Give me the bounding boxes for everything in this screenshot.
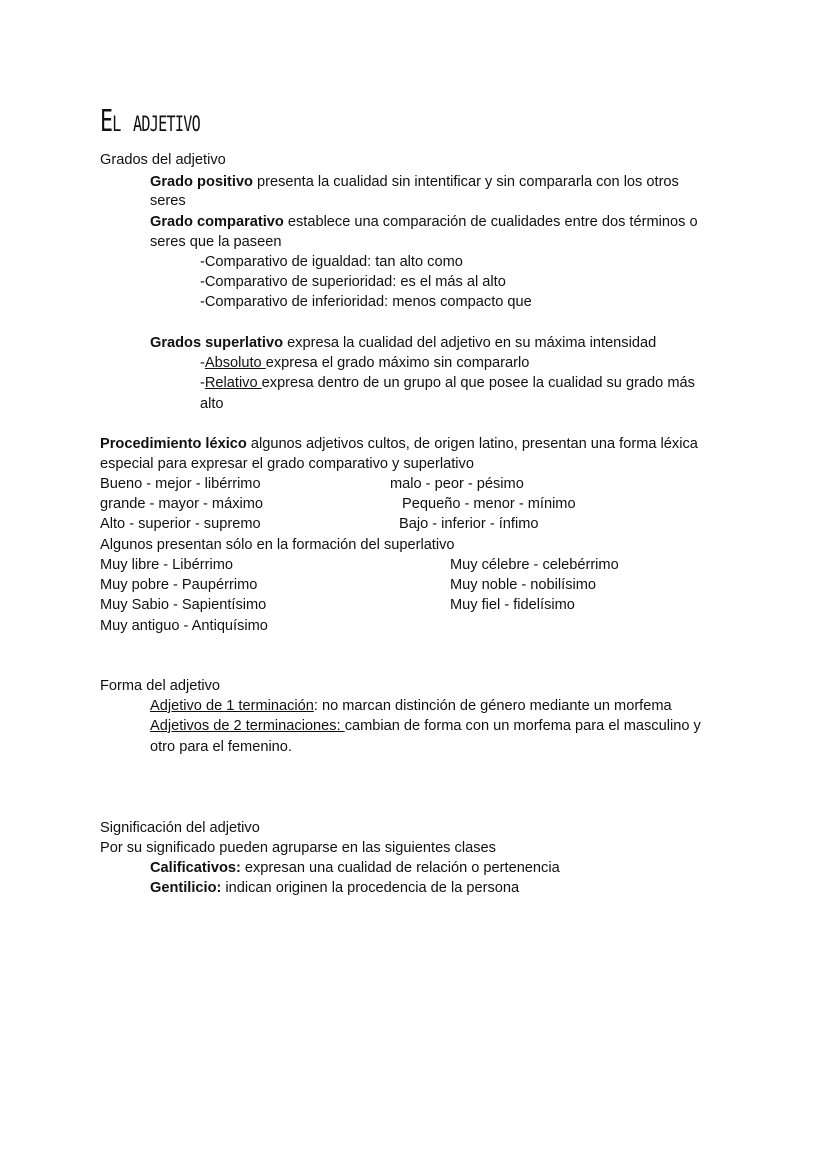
definition: : no marcan distinción de género mediante un morfema: [313, 698, 672, 714]
pair-right: Bajo - inferior - ínfimo: [399, 516, 539, 532]
term: Adjetivos de 2 terminaciones:: [150, 718, 345, 734]
superlativo-absoluto: [200, 353, 529, 373]
term: Grado positivo: [150, 174, 253, 190]
sup-pair-left: Muy antiguo - Antiquísimo: [100, 618, 268, 634]
grado-positivo-cont: seres: [150, 193, 186, 209]
calificativos: [150, 858, 560, 878]
definition: algunos adjetivos cultos, de origen latino, presentan una forma léxica: [246, 436, 698, 452]
page-title: El adjetivo: [100, 104, 201, 139]
dash: -: [200, 375, 205, 391]
definition: expresan una cualidad de relación o pertenencia: [240, 860, 560, 876]
sup-pair-right: Muy célebre - celebérrimo: [450, 557, 619, 573]
definition: expresa el grado máximo sin compararlo: [265, 355, 530, 371]
definition: expresa la cualidad del adjetivo en su máxima intensidad: [283, 335, 657, 351]
term: Relativo: [204, 375, 262, 391]
procedimiento-lexico-cont: especial para expresar el grado comparativo y superlativo: [100, 456, 474, 472]
significacion-intro: Por su significado pueden agruparse en las siguientes clases: [100, 840, 496, 856]
grado-positivo: [150, 172, 679, 192]
forma-una-terminacion: [150, 696, 672, 716]
list-item: -Comparativo de inferioridad: menos compacto que: [200, 294, 532, 310]
superlativo-relativo-cont: alto: [200, 396, 224, 412]
list-item: -Comparativo de igualdad: tan alto como: [200, 254, 463, 270]
sup-pair-left: Muy libre - Libérrimo: [100, 557, 233, 573]
definition: cambian de forma con un morfema para el masculino y: [344, 718, 701, 734]
forma-dos-terminaciones: [150, 716, 701, 736]
term: Grados superlativo: [150, 335, 284, 351]
gentilicio: [150, 878, 519, 898]
sup-pair-right: Muy fiel - fidelísimo: [450, 597, 575, 613]
section-heading-significacion: Significación del adjetivo: [100, 820, 260, 836]
sup-pair-right: Muy noble - nobilísimo: [450, 577, 597, 593]
forma-dos-terminaciones-cont: otro para el femenino.: [150, 739, 292, 755]
superlativo-relativo: [200, 373, 695, 393]
superlativo-heading: Algunos presentan sólo en la formación del superlativo: [100, 537, 455, 553]
dash: -: [200, 355, 205, 371]
grado-superlativo: [150, 333, 656, 353]
term: Calificativos:: [150, 860, 241, 876]
definition: expresa dentro de un grupo al que posee la cualidad su grado más: [261, 375, 695, 391]
definition: establece una comparación de cualidades entre dos términos o: [283, 214, 698, 230]
term: Absoluto: [204, 355, 266, 371]
definition: indican originen la procedencia de la persona: [221, 880, 520, 896]
pair-left: Bueno - mejor - libérrimo: [100, 476, 261, 492]
sup-pair-left: Muy Sabio - Sapientísimo: [100, 597, 267, 613]
term: Grado comparativo: [150, 214, 284, 230]
pair-left: grande - mayor - máximo: [100, 496, 264, 512]
definition: presenta la cualidad sin intentificar y sin compararla con los otros: [252, 174, 679, 190]
pair-right: Pequeño - menor - mínimo: [402, 496, 576, 512]
sup-pair-left: Muy pobre - Paupérrimo: [100, 577, 258, 593]
pair-right: malo - peor - pésimo: [390, 476, 524, 492]
pair-left: Alto - superior - supremo: [100, 516, 261, 532]
term: Procedimiento léxico: [100, 436, 247, 452]
term: Adjetivo de 1 terminación: [150, 698, 314, 714]
grado-comparativo-cont: seres que la paseen: [150, 234, 282, 250]
section-heading-grados: Grados del adjetivo: [100, 152, 226, 168]
procedimiento-lexico: [100, 434, 698, 454]
section-heading-forma: Forma del adjetivo: [100, 678, 221, 694]
term: Gentilicio:: [150, 880, 222, 896]
list-item: -Comparativo de superioridad: es el más al alto: [200, 274, 506, 290]
grado-comparativo: [150, 212, 698, 232]
